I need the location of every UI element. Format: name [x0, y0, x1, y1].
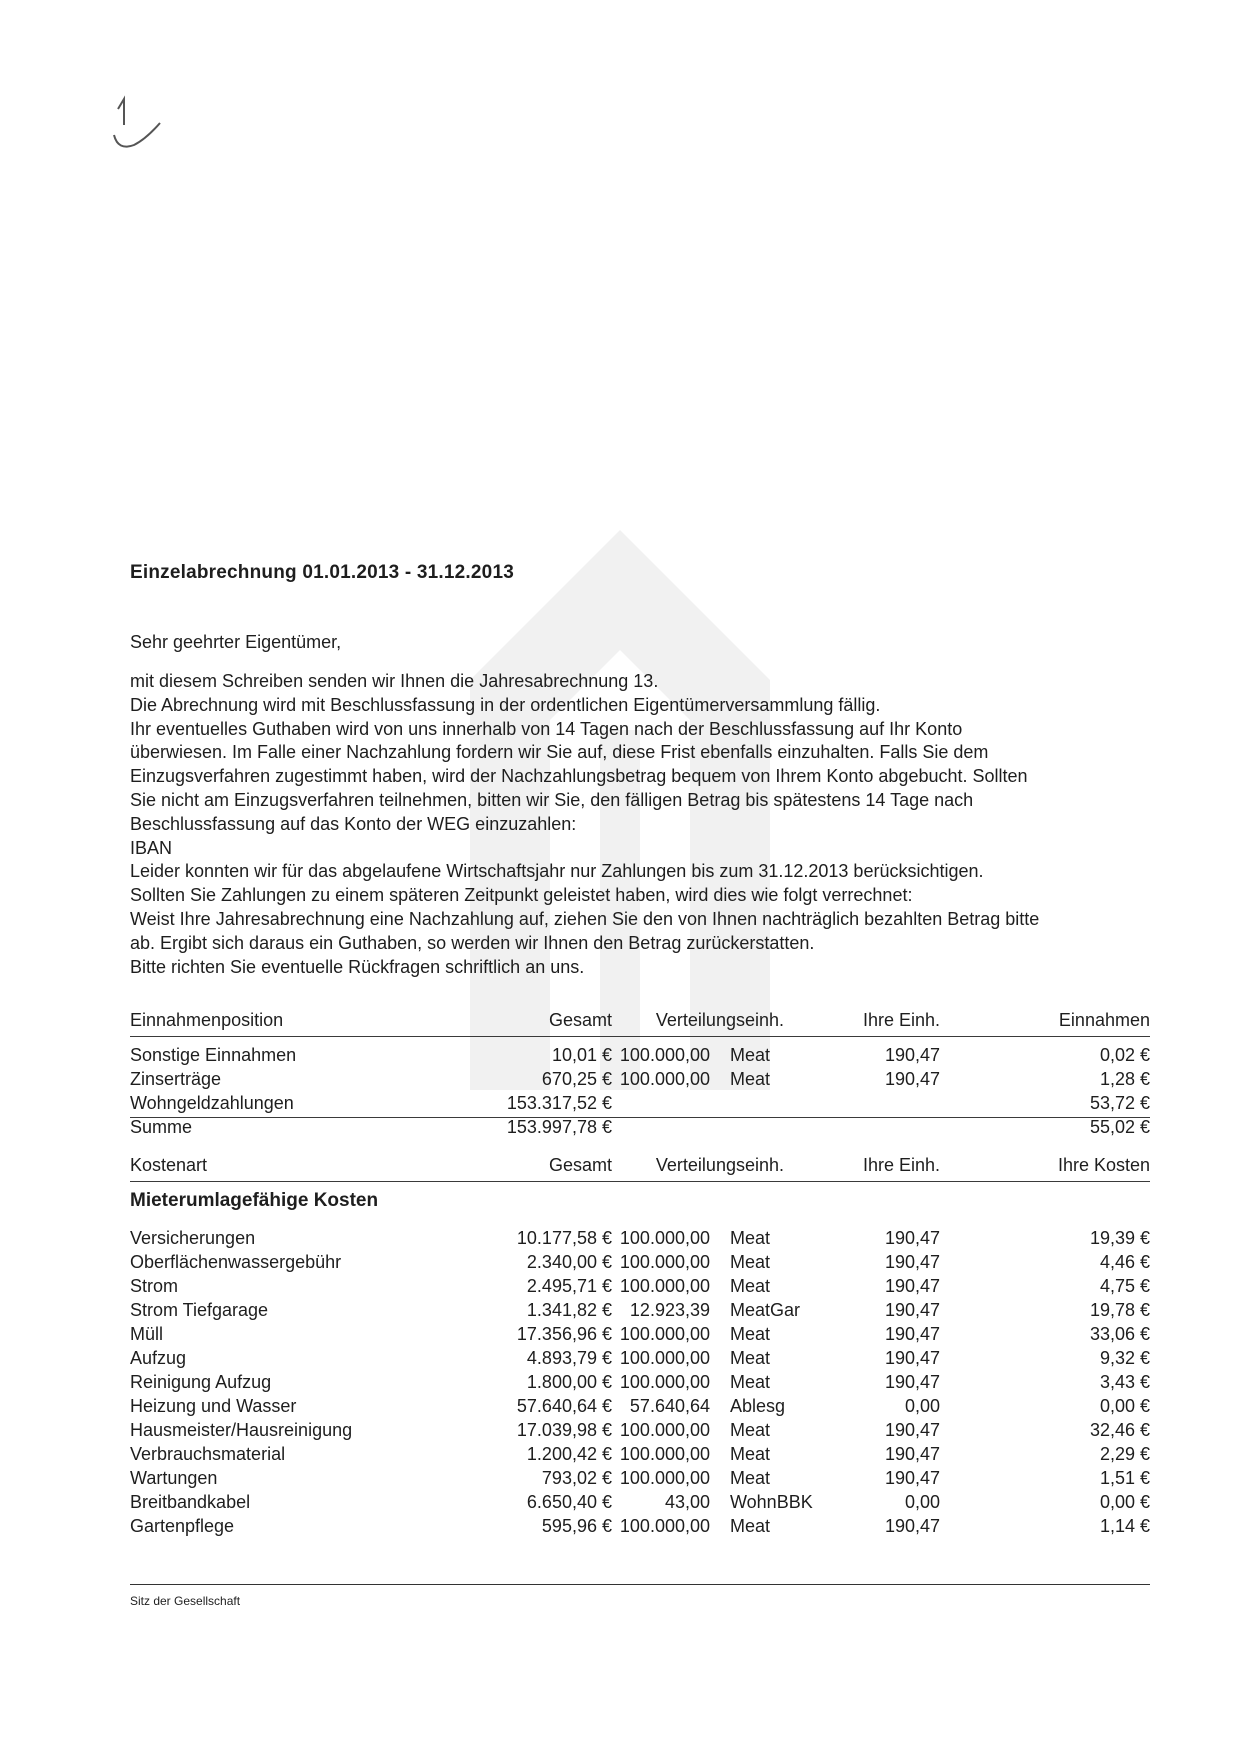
table-row	[130, 1045, 1150, 1069]
row-amount: 2,29 €	[1099, 1444, 1150, 1464]
row-label: Zinserträge	[130, 1069, 222, 1089]
row-gesamt: 57.640,64 €	[516, 1396, 612, 1416]
row-unit: Meat	[730, 1348, 771, 1368]
row-unit: Meat	[730, 1252, 771, 1272]
row-label: Sonstige Einnahmen	[130, 1045, 297, 1065]
col-header-gesamt: Gesamt	[548, 1155, 612, 1175]
table-row	[130, 1276, 1150, 1300]
row-unit: Meat	[730, 1324, 771, 1344]
row-label: Breitbandkabel	[130, 1492, 251, 1512]
row-amount: 19,78 €	[1089, 1300, 1150, 1320]
row-gesamt: 10,01 €	[551, 1045, 612, 1065]
row-verteilungseinh: 100.000,00	[619, 1348, 710, 1368]
row-unit: Meat	[730, 1228, 771, 1248]
row-amount: 32,46 €	[1089, 1420, 1150, 1440]
row-label: Hausmeister/Hausreinigung	[130, 1420, 353, 1440]
row-gesamt: 595,96 €	[541, 1516, 612, 1536]
row-label: Wartungen	[130, 1468, 218, 1488]
sum-gesamt: 153.997,78 €	[506, 1117, 612, 1137]
cost-table	[130, 1155, 1150, 1540]
row-label: Gartenpflege	[130, 1516, 235, 1536]
row-ihre-einh: 190,47	[884, 1372, 940, 1392]
table-row	[130, 1372, 1150, 1396]
row-amount: 4,75 €	[1099, 1276, 1150, 1296]
row-ihre-einh: 190,47	[884, 1468, 940, 1488]
col-header-verteilungseinh: Verteilungseinh.	[655, 1010, 784, 1030]
row-ihre-einh: 190,47	[884, 1252, 940, 1272]
row-gesamt: 1.800,00 €	[526, 1372, 612, 1392]
row-amount: 9,32 €	[1099, 1348, 1150, 1368]
row-gesamt: 17.356,96 €	[516, 1324, 612, 1344]
row-gesamt: 2.340,00 €	[526, 1252, 612, 1272]
table-row	[130, 1468, 1150, 1492]
table-row	[130, 1348, 1150, 1372]
row-verteilungseinh: 100.000,00	[619, 1444, 710, 1464]
body-line: Die Abrechnung wird mit Beschlussfassung in der ordentlichen Eigentümerversammlung fällig.	[130, 694, 881, 715]
body-line: Sie nicht am Einzugsverfahren teilnehmen, bitten wir Sie, den fälligen Betrag bis spätestens 14 Tage nach	[130, 789, 974, 810]
row-ihre-einh: 190,47	[884, 1444, 940, 1464]
row-label: Aufzug	[130, 1348, 187, 1368]
row-label: Wohngeldzahlungen	[130, 1093, 294, 1113]
row-unit: Meat	[730, 1045, 771, 1065]
row-label: Verbrauchsmaterial	[130, 1444, 286, 1464]
col-header-ihre-einh: Ihre Einh.	[862, 1155, 940, 1175]
row-amount: 0,02 €	[1099, 1045, 1150, 1065]
table-row	[130, 1093, 1150, 1117]
table-row	[130, 1252, 1150, 1276]
row-ihre-einh: 0,00	[904, 1396, 940, 1416]
row-ihre-einh: 190,47	[884, 1420, 940, 1440]
col-header-einnahmen: Einnahmen	[1058, 1010, 1150, 1030]
row-label: Heizung und Wasser	[130, 1396, 297, 1416]
col-header-einnahmenposition: Einnahmenposition	[130, 1010, 284, 1030]
handwritten-mark	[112, 95, 172, 165]
col-header-kostenart: Kostenart	[130, 1155, 208, 1175]
letter-body	[130, 670, 1150, 979]
row-label: Versicherungen	[130, 1228, 256, 1248]
row-unit: WohnBBK	[730, 1492, 813, 1512]
row-ihre-einh: 0,00	[904, 1492, 940, 1512]
table-row	[130, 1444, 1150, 1468]
table-row	[130, 1228, 1150, 1252]
table-row	[130, 1396, 1150, 1420]
row-amount: 53,72 €	[1089, 1093, 1150, 1113]
row-gesamt: 6.650,40 €	[526, 1492, 612, 1512]
row-unit: Meat	[730, 1372, 771, 1392]
income-header-row	[130, 1010, 1150, 1037]
row-label: Oberflächenwassergebühr	[130, 1252, 342, 1272]
footer-divider	[130, 1584, 1150, 1585]
income-sum-row	[130, 1117, 1150, 1141]
row-amount: 4,46 €	[1099, 1252, 1150, 1272]
body-line: Bitte richten Sie eventuelle Rückfragen schriftlich an uns.	[130, 956, 585, 977]
table-row	[130, 1300, 1150, 1324]
row-verteilungseinh: 100.000,00	[619, 1516, 710, 1536]
row-gesamt: 1.200,42 €	[526, 1444, 612, 1464]
row-label: Müll	[130, 1324, 164, 1344]
section-title	[130, 1182, 1150, 1222]
row-verteilungseinh: 100.000,00	[619, 1468, 710, 1488]
row-amount: 3,43 €	[1099, 1372, 1150, 1392]
document-title: Einzelabrechnung 01.01.2013 - 31.12.2013	[130, 562, 514, 583]
row-ihre-einh: 190,47	[884, 1324, 940, 1344]
row-amount: 33,06 €	[1089, 1324, 1150, 1344]
row-verteilungseinh: 100.000,00	[619, 1420, 710, 1440]
body-line: Einzugsverfahren zugestimmt haben, wird der Nachzahlungsbetrag bequem von Ihrem Konto abgebucht. Sollten	[130, 766, 1028, 787]
row-gesamt: 17.039,98 €	[516, 1420, 612, 1440]
row-verteilungseinh: 100.000,00	[619, 1276, 710, 1296]
table-row	[130, 1420, 1150, 1444]
table-row	[130, 1492, 1150, 1516]
col-header-gesamt: Gesamt	[548, 1010, 612, 1030]
table-row	[130, 1069, 1150, 1093]
row-gesamt: 793,02 €	[541, 1468, 612, 1488]
body-line: Leider konnten wir für das abgelaufene Wirtschaftsjahr nur Zahlungen bis zum 31.12.2013 berücksichtigen.	[130, 861, 984, 882]
row-unit: Meat	[730, 1516, 771, 1536]
row-gesamt: 153.317,52 €	[506, 1093, 612, 1113]
row-gesamt: 1.341,82 €	[526, 1300, 612, 1320]
col-header-verteilungseinh: Verteilungseinh.	[655, 1155, 784, 1175]
row-unit: Meat	[730, 1420, 771, 1440]
row-amount: 19,39 €	[1089, 1228, 1150, 1248]
row-ihre-einh: 190,47	[884, 1516, 940, 1536]
row-amount: 0,00 €	[1099, 1396, 1150, 1416]
body-line: IBAN	[130, 837, 173, 858]
body-line: ab. Ergibt sich daraus ein Guthaben, so werden wir Ihnen den Betrag zurückerstatten.	[130, 932, 815, 953]
col-header-ihre-einh: Ihre Einh.	[862, 1010, 940, 1030]
row-verteilungseinh: 57.640,64	[629, 1396, 710, 1416]
sum-amount: 55,02 €	[1089, 1117, 1150, 1137]
row-unit: Meat	[730, 1069, 771, 1089]
row-gesamt: 4.893,79 €	[526, 1348, 612, 1368]
table-row	[130, 1324, 1150, 1348]
cost-header-row	[130, 1155, 1150, 1182]
row-label: Reinigung Aufzug	[130, 1372, 272, 1392]
row-verteilungseinh: 100.000,00	[619, 1324, 710, 1344]
row-amount: 1,51 €	[1099, 1468, 1150, 1488]
row-amount: 1,28 €	[1099, 1069, 1150, 1089]
body-line: Weist Ihre Jahresabrechnung eine Nachzahlung auf, ziehen Sie den von Ihnen nachträglich bezahlten Betrag bitte	[130, 908, 1040, 929]
row-ihre-einh: 190,47	[884, 1045, 940, 1065]
col-header-ihre-kosten: Ihre Kosten	[1057, 1155, 1150, 1175]
row-verteilungseinh: 12.923,39	[629, 1300, 710, 1320]
row-ihre-einh: 190,47	[884, 1348, 940, 1368]
body-line: Ihr eventuelles Guthaben wird von uns innerhalb von 14 Tagen nach der Beschlussfassung auf Ihr Konto	[130, 718, 963, 739]
row-unit: Ablesg	[730, 1396, 786, 1416]
table-row	[130, 1516, 1150, 1540]
row-ihre-einh: 190,47	[884, 1276, 940, 1296]
row-unit: Meat	[730, 1276, 771, 1296]
row-verteilungseinh: 100.000,00	[619, 1228, 710, 1248]
row-gesamt: 10.177,58 €	[516, 1228, 612, 1248]
row-gesamt: 2.495,71 €	[526, 1276, 612, 1296]
row-verteilungseinh: 100.000,00	[619, 1069, 710, 1089]
row-amount: 1,14 €	[1099, 1516, 1150, 1536]
body-line: Beschlussfassung auf das Konto der WEG einzuzahlen:	[130, 813, 577, 834]
row-ihre-einh: 190,47	[884, 1300, 940, 1320]
row-unit: MeatGar	[730, 1300, 801, 1320]
row-amount: 0,00 €	[1099, 1492, 1150, 1512]
greeting: Sehr geehrter Eigentümer,	[130, 632, 342, 652]
row-verteilungseinh: 43,00	[664, 1492, 710, 1512]
row-ihre-einh: 190,47	[884, 1069, 940, 1089]
body-line: Sollten Sie Zahlungen zu einem späteren Zeitpunkt geleistet haben, wird dies wie folgt verrechnet:	[130, 885, 913, 906]
row-ihre-einh: 190,47	[884, 1228, 940, 1248]
row-verteilungseinh: 100.000,00	[619, 1045, 710, 1065]
sum-label: Summe	[130, 1117, 193, 1137]
body-line: überwiesen. Im Falle einer Nachzahlung fordern wir Sie auf, diese Frist ebenfalls einzuhalten. Falls Sie dem	[130, 742, 989, 763]
row-unit: Meat	[730, 1444, 771, 1464]
row-label: Strom	[130, 1276, 179, 1296]
section-title-text: Mieterumlagefähige Kosten	[130, 1190, 379, 1211]
row-gesamt: 670,25 €	[541, 1069, 612, 1089]
income-table	[130, 1010, 1150, 1141]
row-verteilungseinh: 100.000,00	[619, 1252, 710, 1272]
row-label: Strom Tiefgarage	[130, 1300, 269, 1320]
row-unit: Meat	[730, 1468, 771, 1488]
body-line: mit diesem Schreiben senden wir Ihnen die Jahresabrechnung 13.	[130, 671, 659, 691]
row-verteilungseinh: 100.000,00	[619, 1372, 710, 1392]
footer-text: Sitz der Gesellschaft	[130, 1594, 241, 1608]
